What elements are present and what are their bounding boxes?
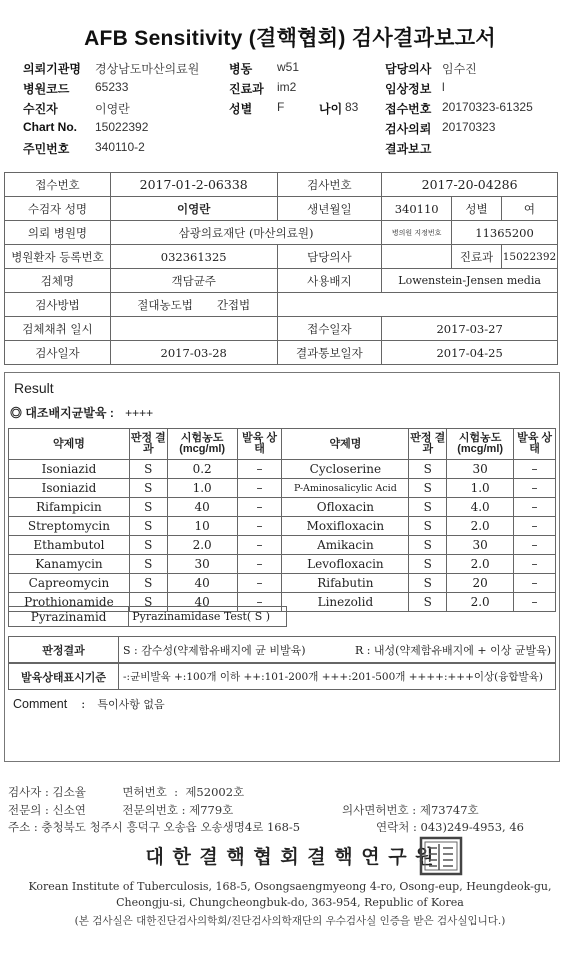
control-growth <box>10 404 153 421</box>
drug-row <box>9 574 556 593</box>
patient-number: 032361325 <box>110 245 277 269</box>
header-row <box>229 60 379 80</box>
drug-name: Moxifloxacin <box>282 517 409 536</box>
info-label: 병의원 지정번호 <box>382 221 452 245</box>
judgment: S <box>409 574 447 593</box>
growth: – <box>514 555 556 574</box>
growth: – <box>237 593 282 612</box>
info-label: 생년월일 <box>277 197 382 221</box>
growth: – <box>514 498 556 517</box>
info-label: 병원환자 등록번호 <box>5 245 111 269</box>
judgment: S <box>129 498 167 517</box>
receipt-number: 2017-01-2-06338 <box>110 173 277 197</box>
info-label: 수검자 성명 <box>5 197 111 221</box>
judgment: S <box>129 555 167 574</box>
sex-value: 여 <box>501 197 557 221</box>
comment-text: 특이사항 없음 <box>97 698 165 711</box>
header-row <box>23 60 233 80</box>
growth: – <box>237 498 282 517</box>
drug-row <box>9 517 556 536</box>
info-label: 진료과 <box>452 245 502 269</box>
header-value: w51 <box>277 60 300 74</box>
info-label: 검사번호 <box>277 173 382 197</box>
header-label: 검사의뢰 <box>385 122 432 136</box>
concentration: 1.0 <box>167 479 237 498</box>
header-row <box>385 100 575 120</box>
col-judge: 판정 결과 <box>129 429 167 460</box>
col-drug: 약제명 <box>282 429 409 460</box>
judge-label: 판정결과 <box>9 637 119 663</box>
info-label: 의뢰 병원명 <box>5 221 111 245</box>
header-row <box>385 140 575 160</box>
comment-sep: : <box>81 696 86 711</box>
info-label: 검사일자 <box>5 341 111 365</box>
drug-row <box>9 536 556 555</box>
drug-row <box>9 479 556 498</box>
judgment: S <box>409 593 447 612</box>
organization-name: 대 한 결 핵 협 회 결 핵 연 구 원 <box>145 846 435 868</box>
header-value: l <box>442 80 445 94</box>
header-value: 이영란 <box>95 102 130 116</box>
info-label: 검체명 <box>5 269 111 293</box>
age-value: 83 <box>345 100 359 114</box>
judgment: S <box>409 555 447 574</box>
growth: – <box>237 574 282 593</box>
report-title: AFB Sensitivity (결핵협회) 검사결과보고서 <box>84 27 496 50</box>
received-date: 2017-03-27 <box>382 317 558 341</box>
drug-name: Rifabutin <box>282 574 409 593</box>
header-label: 의뢰기관명 <box>23 62 81 76</box>
concentration: 30 <box>447 536 514 555</box>
patient-info-table <box>4 172 558 365</box>
drug-name: Levofloxacin <box>282 555 409 574</box>
footer-line-2b: 의사면허번호 : 제73747호 <box>342 803 479 817</box>
concentration: 4.0 <box>447 498 514 517</box>
header-value: 경상남도마산의료원 <box>95 62 200 76</box>
footer-line-1: 검사자 : 김소율 면허번호 : 제52002호 <box>8 785 245 799</box>
header-row <box>23 80 233 100</box>
header-value: 15022392 <box>95 120 149 134</box>
growth: – <box>237 536 282 555</box>
header-row <box>385 120 575 140</box>
certification-note: (본 검사실은 대한진단검사의학회/진단검사의학재단의 우수검사실 인증을 받은 검사실입니다.) <box>74 915 506 927</box>
judgment: S <box>129 479 167 498</box>
comment <box>13 696 165 712</box>
method-values <box>110 293 277 317</box>
drug-name: Cycloserine <box>282 460 409 479</box>
header-right <box>385 60 575 160</box>
method-1: 절대농도법 <box>137 297 193 312</box>
method-2: 간접법 <box>216 297 251 312</box>
header-row <box>229 80 379 100</box>
medium-value: Lowenstein-Jensen media <box>382 269 558 293</box>
pza-row <box>9 607 287 627</box>
judgment: S <box>409 460 447 479</box>
concentration: 2.0 <box>447 555 514 574</box>
col-growth: 발육 상태 <box>514 429 556 460</box>
judge-text <box>119 637 556 663</box>
specimen-value: 객담균주 <box>110 269 277 293</box>
col-judge: 판정 결과 <box>409 429 447 460</box>
header-label: 병동 <box>229 62 253 76</box>
header-label: 임상정보 <box>385 82 432 96</box>
drug-name: Rifampicin <box>9 498 130 517</box>
drug-name: Ethambutol <box>9 536 130 555</box>
judgment: S <box>409 479 447 498</box>
drug-row <box>9 460 556 479</box>
hospital-name: 삼광의료재단 (마산의료원) <box>110 221 381 245</box>
drug-table <box>8 428 556 612</box>
header-row <box>23 100 233 120</box>
test-date: 2017-03-28 <box>110 341 277 365</box>
header-label: Chart No. <box>23 120 77 134</box>
concentration: 2.0 <box>167 536 237 555</box>
drug-name: Kanamycin <box>9 555 130 574</box>
info-label: 접수번호 <box>5 173 111 197</box>
date-of-birth: 340110 <box>382 197 452 221</box>
growth: – <box>514 536 556 555</box>
comment-label: Comment <box>13 697 68 711</box>
header-value: 20170323-61325 <box>442 100 533 114</box>
footer-line-3b: 연락처 : 043)249-4953, 46 <box>376 820 524 834</box>
drug-name: Amikacin <box>282 536 409 555</box>
header-value: 20170323 <box>442 120 496 134</box>
col-growth: 발육 상태 <box>237 429 282 460</box>
control-value: ++++ <box>125 406 154 420</box>
judgment: S <box>409 517 447 536</box>
result-heading: Result <box>14 380 54 396</box>
growth: – <box>237 555 282 574</box>
header-value: 임수진 <box>442 62 477 76</box>
header-label: 수진자 <box>23 102 58 116</box>
header-value: 340110-2 <box>95 140 145 154</box>
footer-line-3a: 주소 : 충청북도 청주시 흥덕구 오송읍 오송생명4로 168-5 <box>8 820 301 834</box>
drug-row <box>9 498 556 517</box>
judgment: S <box>129 517 167 536</box>
concentration: 2.0 <box>447 593 514 612</box>
concentration: 40 <box>167 593 237 612</box>
header-value: 65233 <box>95 80 129 94</box>
drug-name: Capreomycin <box>9 574 130 593</box>
concentration: 20 <box>447 574 514 593</box>
drug-table-body <box>9 429 556 612</box>
concentration: 40 <box>167 498 237 517</box>
judgment: S <box>409 536 447 555</box>
judgment: S <box>129 460 167 479</box>
growth-legend <box>8 663 556 690</box>
official-seal <box>419 836 463 876</box>
concentration: 1.0 <box>447 479 514 498</box>
growth: – <box>237 479 282 498</box>
growth-text: -:균비발육 +:100개 이하 ++:101-200개 +++:201-500개 ++++:+++이상(융합발육) <box>119 664 556 690</box>
pza-drug: Pyrazinamid <box>9 607 129 627</box>
header-row <box>385 80 575 100</box>
growth: – <box>514 479 556 498</box>
drug-name: P-Aminosalicylic Acid <box>282 479 409 498</box>
growth: – <box>237 460 282 479</box>
judgment: S <box>129 574 167 593</box>
address-en-2: Cheongju-si, Chungcheongbuk-do, 363-954, Republic of Korea <box>116 896 464 909</box>
col-drug: 약제명 <box>9 429 130 460</box>
col-conc: 시험농도 (mcg/ml) <box>167 429 237 460</box>
concentration: 2.0 <box>447 517 514 536</box>
header-value: F <box>277 100 285 114</box>
header-mid <box>229 60 379 120</box>
drug-name: Streptomycin <box>9 517 130 536</box>
drug-row <box>9 555 556 574</box>
header-row <box>23 120 233 140</box>
growth: – <box>514 593 556 612</box>
collect-value <box>110 317 277 341</box>
drug-name: Prothionamide <box>9 593 130 612</box>
header-label: 접수번호 <box>385 102 432 116</box>
concentration: 30 <box>167 555 237 574</box>
judge-legend <box>8 636 556 663</box>
header-row <box>23 140 233 160</box>
judgment: S <box>409 498 447 517</box>
pza-result: Pyrazinamidase Test( S ) <box>129 607 287 627</box>
drug-table-header <box>9 429 556 460</box>
judgment: S <box>129 536 167 555</box>
judgment: S <box>129 593 167 612</box>
growth-label: 발육상태표시기준 <box>9 664 119 690</box>
col-conc: 시험농도 (mcg/ml) <box>447 429 514 460</box>
concentration: 40 <box>167 574 237 593</box>
drug-name: Isoniazid <box>9 479 130 498</box>
growth: – <box>514 460 556 479</box>
info-label: 검체채취 일시 <box>5 317 111 341</box>
test-number: 2017-20-04286 <box>382 173 558 197</box>
header-label: 성별 <box>229 102 253 116</box>
drug-name: Linezolid <box>282 593 409 612</box>
header-row <box>385 60 575 80</box>
header-label: 결과보고 <box>385 142 432 156</box>
header-label: 주민번호 <box>23 142 70 156</box>
judge-s: S : 감수성(약제함유배지에 균 비발육) <box>123 643 306 657</box>
report-date: 2017-04-25 <box>382 341 558 365</box>
info-label: 담당의사 <box>277 245 382 269</box>
concentration: 10 <box>167 517 237 536</box>
header-label: 병원코드 <box>23 82 70 96</box>
header-label: 진료과 <box>229 82 264 96</box>
info-label: 사용배지 <box>277 269 382 293</box>
hospital-id: 11365200 <box>452 221 558 245</box>
concentration: 0.2 <box>167 460 237 479</box>
dept-value: 15022392 <box>501 245 557 269</box>
growth: – <box>514 517 556 536</box>
info-label: 결과통보일자 <box>277 341 382 365</box>
empty-cell <box>277 293 558 317</box>
info-label: 접수일자 <box>277 317 382 341</box>
age-label: 나이 <box>319 102 343 116</box>
growth: – <box>514 574 556 593</box>
concentration: 30 <box>447 460 514 479</box>
info-label: 성별 <box>452 197 502 221</box>
footer-line-2a: 전문의 : 신소연 전문의번호 : 제779호 <box>8 803 234 817</box>
pza-table <box>8 606 287 627</box>
info-label: 검사방법 <box>5 293 111 317</box>
drug-name: Ofloxacin <box>282 498 409 517</box>
header-value: im2 <box>277 80 297 94</box>
header-label: 담당의사 <box>385 62 432 76</box>
header-row <box>229 100 379 120</box>
judge-r: R : 내성(약제함유배지에 + 이상 균발육) <box>354 643 551 657</box>
drug-name: Isoniazid <box>9 460 130 479</box>
doctor-value <box>382 245 452 269</box>
control-label: ◎ 대조배지균발육 : <box>10 406 114 420</box>
patient-name: 이영란 <box>110 197 277 221</box>
growth: – <box>237 517 282 536</box>
address-en-1: Korean Institute of Tuberculosis, 168-5, Osongsaengmyeong 4-ro, Osong-eup, Heungdeok-gu, <box>28 880 552 893</box>
header-left <box>23 60 233 160</box>
